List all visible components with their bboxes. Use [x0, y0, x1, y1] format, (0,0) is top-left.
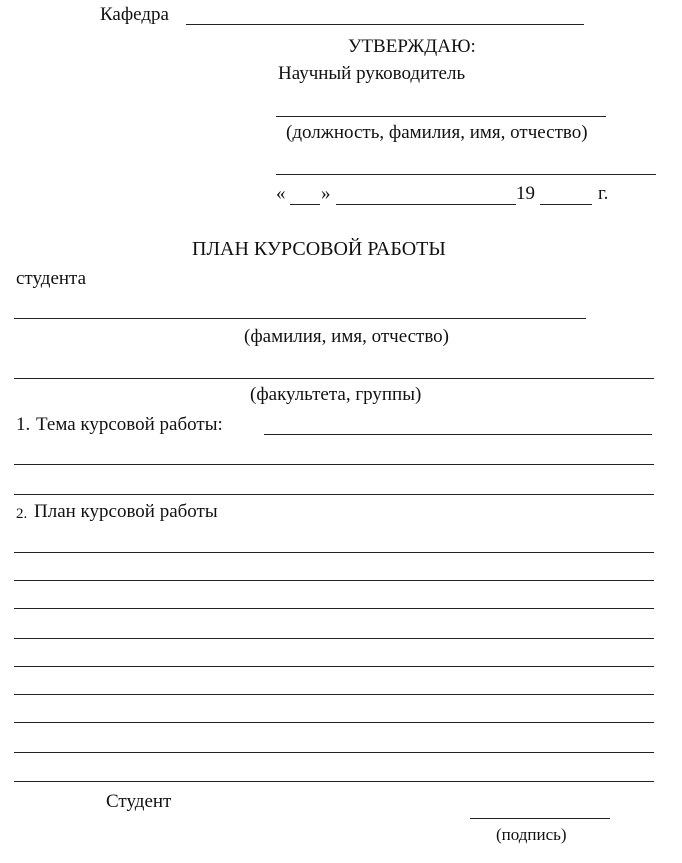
supervisor-field-line[interactable]: [276, 116, 606, 117]
date-close-quote: »: [321, 183, 331, 204]
topic-field-line-1[interactable]: [264, 434, 652, 435]
supervisor-label: Научный руководитель: [278, 63, 466, 84]
approve-label: УТВЕРЖДАЮ:: [348, 36, 476, 57]
plan-field-line[interactable]: [14, 608, 654, 609]
department-field-line[interactable]: [186, 24, 584, 25]
plan-field-line[interactable]: [14, 722, 654, 723]
student-signature-label: Студент: [106, 791, 172, 812]
date-year-suffix: г.: [598, 183, 609, 204]
student-name-caption: (фамилия, имя, отчество): [244, 326, 450, 347]
department-label: Кафедра: [100, 4, 169, 25]
topic-label: Тема курсовой работы:: [36, 414, 223, 435]
student-faculty-field-line[interactable]: [14, 378, 654, 379]
plan-field-line[interactable]: [14, 638, 654, 639]
plan-field-line[interactable]: [14, 752, 654, 753]
plan-field-line[interactable]: [14, 781, 654, 782]
date-month-field-line[interactable]: [336, 204, 516, 205]
date-year-prefix: 19: [516, 183, 535, 204]
supervisor-name-field-line[interactable]: [276, 174, 656, 175]
plan-field-line[interactable]: [14, 666, 654, 667]
student-faculty-caption: (факультета, группы): [250, 384, 422, 405]
topic-number: 1.: [16, 414, 31, 435]
date-year-field-line[interactable]: [540, 204, 592, 205]
plan-label: План курсовой работы: [34, 501, 218, 522]
student-label: студента: [16, 268, 87, 289]
plan-field-line[interactable]: [14, 580, 654, 581]
signature-field-line[interactable]: [470, 818, 610, 819]
topic-field-line-3[interactable]: [14, 494, 654, 495]
plan-field-line[interactable]: [14, 552, 654, 553]
date-day-field-line[interactable]: [290, 204, 320, 205]
signature-caption: (подпись): [496, 825, 567, 844]
date-open-quote: «: [276, 183, 286, 204]
student-name-field-line[interactable]: [14, 318, 586, 319]
plan-number: 2.: [16, 506, 28, 522]
document-title: ПЛАН КУРСОВОЙ РАБОТЫ: [192, 238, 446, 260]
topic-field-line-2[interactable]: [14, 464, 654, 465]
supervisor-position-caption: (должность, фамилия, имя, отчество): [286, 122, 588, 143]
plan-field-line[interactable]: [14, 694, 654, 695]
